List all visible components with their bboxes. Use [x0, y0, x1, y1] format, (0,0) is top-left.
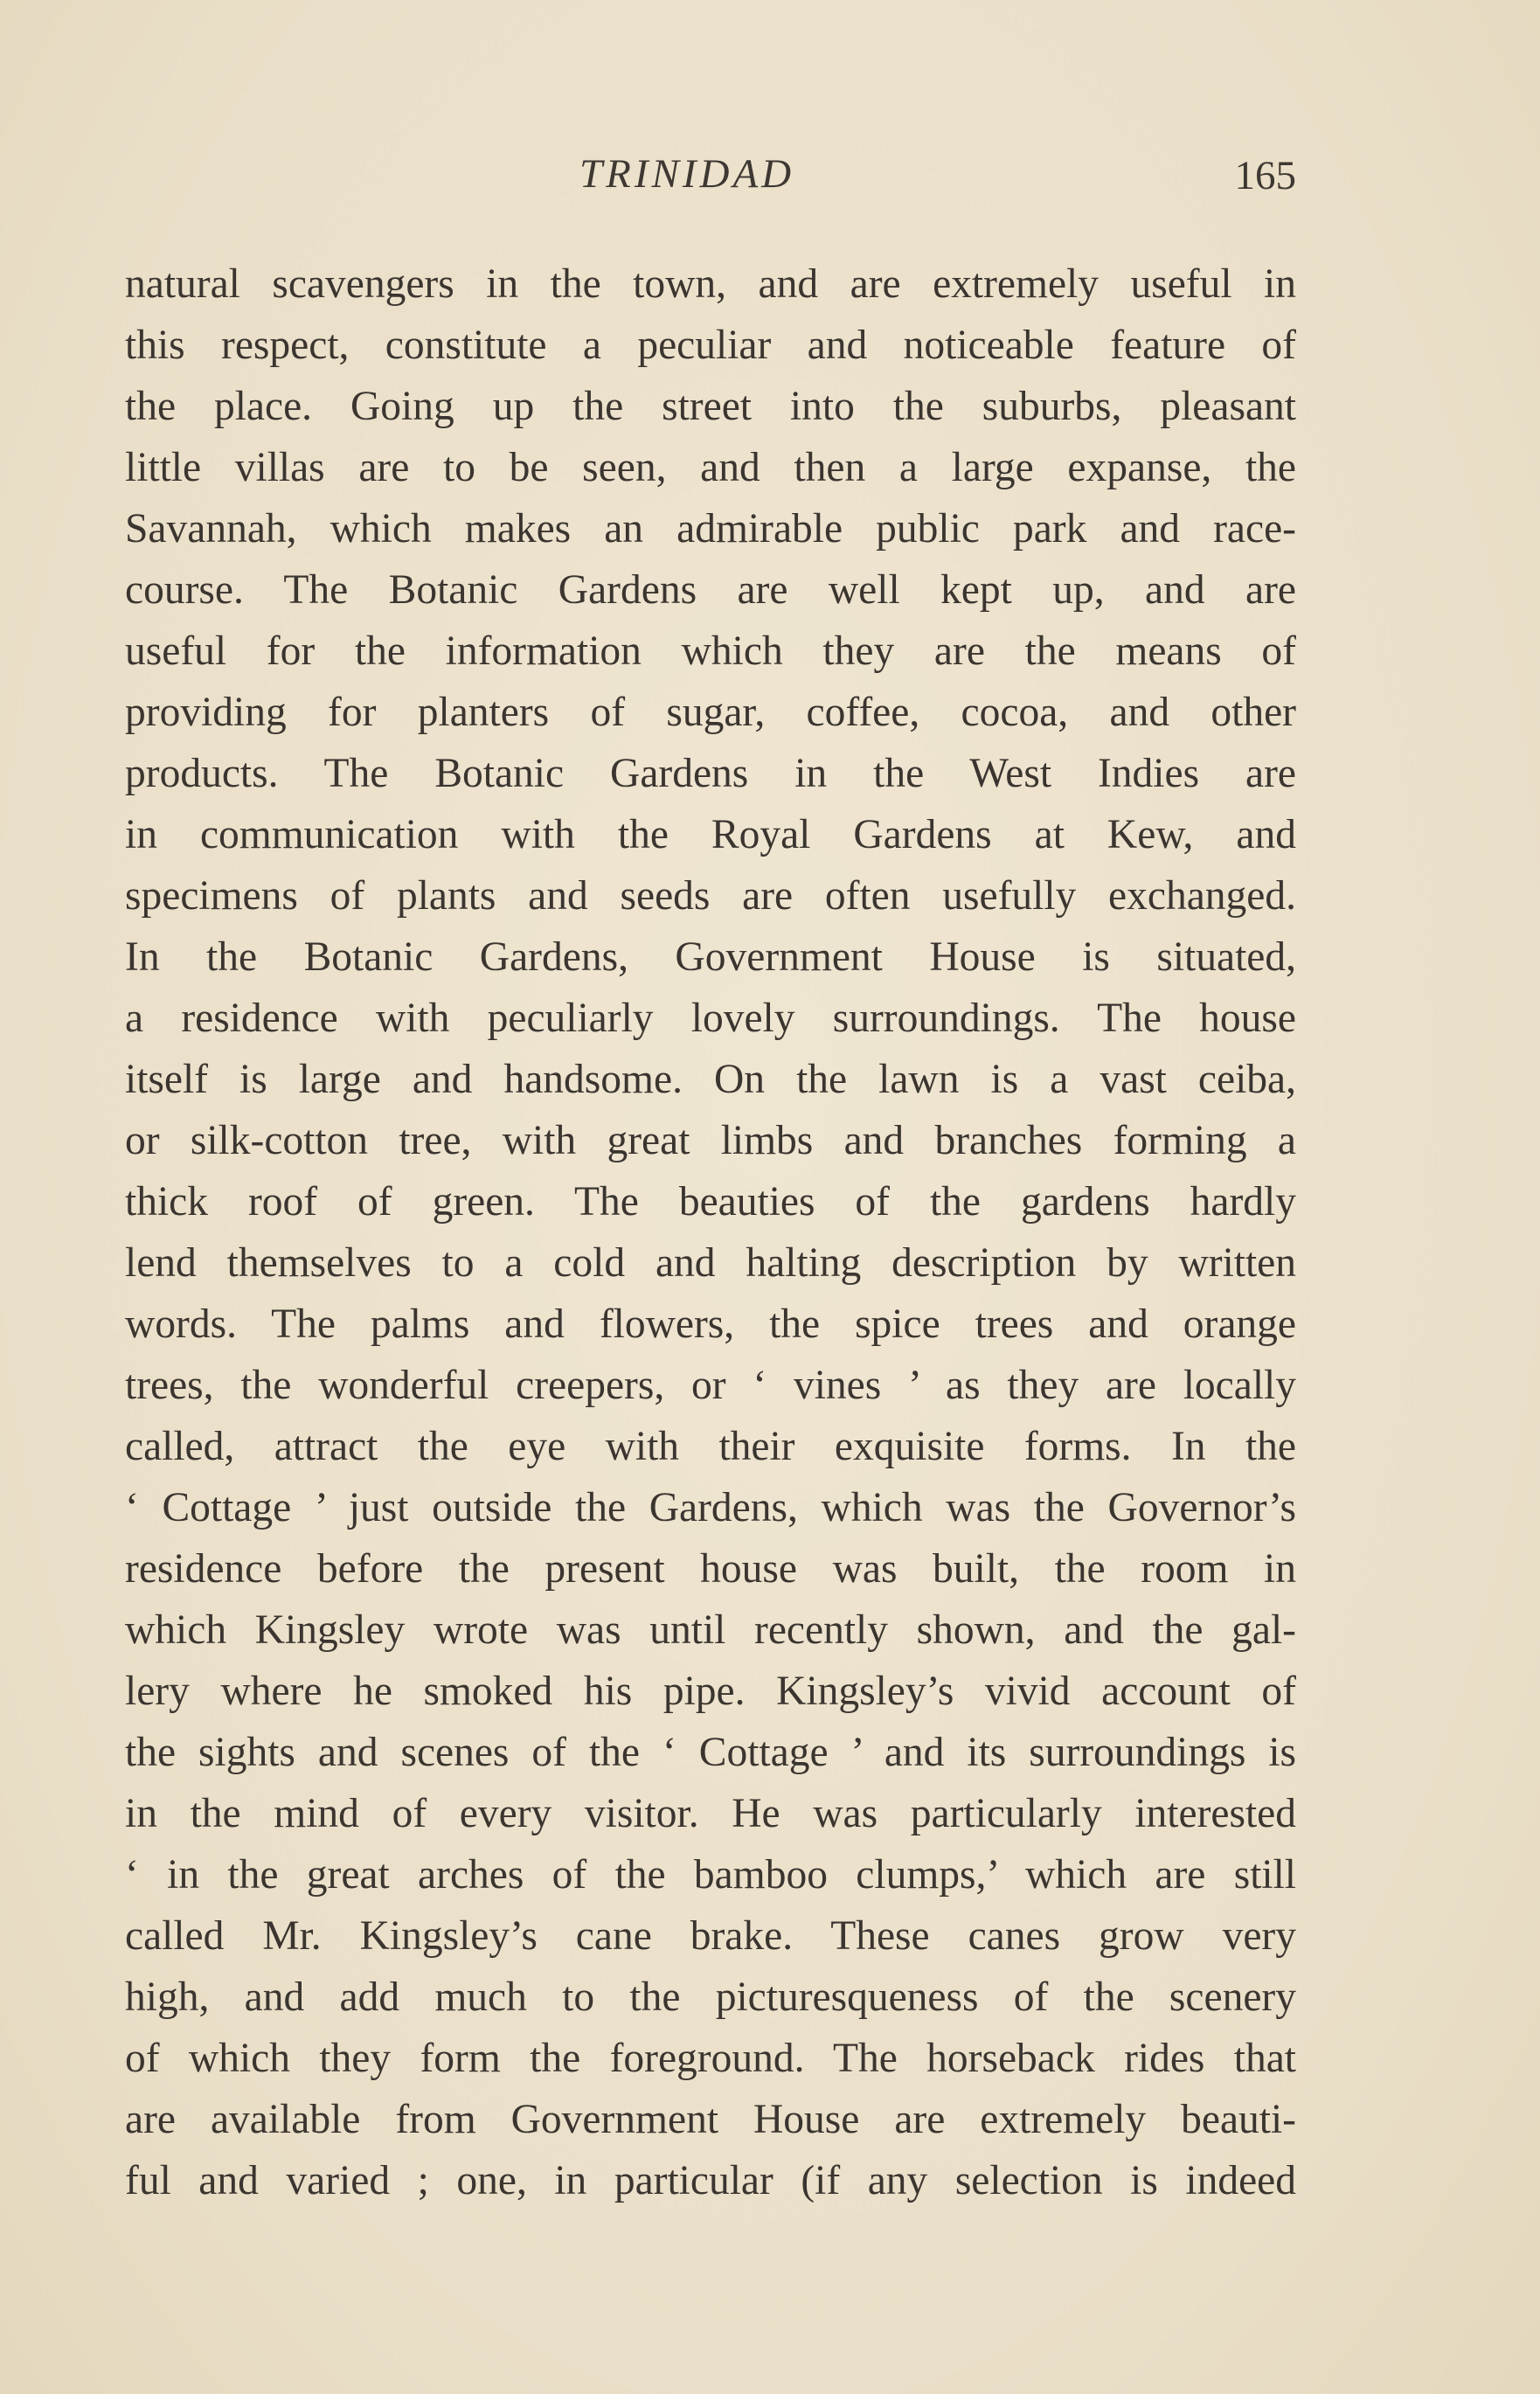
text-line: called Mr. Kingsley’s cane brake. These canes grow very	[125, 1913, 1296, 1959]
text-line: which Kingsley wrote was until recently shown, and the gal-	[125, 1607, 1296, 1653]
text-line: of which they form the foreground. The horseback rides that	[125, 2036, 1296, 2081]
text-line: in the mind of every visitor. He was particularly interested	[125, 1791, 1296, 1836]
text-line: called, attract the eye with their exquisite forms. In the	[125, 1424, 1296, 1469]
text-line: trees, the wonderful creepers, or ‘ vines ’ as they are locally	[125, 1363, 1296, 1408]
text-line: residence before the present house was built, the room in	[125, 1546, 1296, 1592]
text-line: ‘ in the great arches of the bamboo clumps,’ which are still	[125, 1852, 1296, 1898]
text-line: this respect, constitute a peculiar and noticeable feature of	[125, 323, 1296, 368]
text-line: little villas are to be seen, and then a large expanse, the	[125, 445, 1296, 490]
text-line: in communication with the Royal Gardens at Kew, and	[125, 812, 1296, 857]
text-line: ‘ Cottage ’ just outside the Gardens, which was the Governor’s	[125, 1485, 1296, 1530]
text-line: or silk-cotton tree, with great limbs and branches forming a	[125, 1118, 1296, 1163]
text-line: useful for the information which they are the means of	[125, 628, 1296, 674]
body-paragraph	[125, 253, 1296, 2211]
running-head	[125, 150, 1296, 212]
text-line: ful and varied ; one, in particular (if any selection is indeed	[125, 2158, 1296, 2203]
text-line: lery where he smoked his pipe. Kingsley’s vivid account of	[125, 1669, 1296, 1714]
text-line: the sights and scenes of the ‘ Cottage ’ and its surroundings is	[125, 1730, 1296, 1775]
text-line: high, and add much to the picturesqueness of the scenery	[125, 1974, 1296, 2020]
text-line: providing for planters of sugar, coffee, cocoa, and other	[125, 690, 1296, 735]
text-line: In the Botanic Gardens, Government House is situated,	[125, 934, 1296, 980]
text-line: are available from Government House are extremely beauti-	[125, 2097, 1296, 2142]
text-line: the place. Going up the street into the suburbs, pleasant	[125, 384, 1296, 429]
text-line: words. The palms and flowers, the spice trees and orange	[125, 1301, 1296, 1347]
text-line: products. The Botanic Gardens in the West Indies are	[125, 751, 1296, 796]
running-head-title: TRINIDAD	[579, 151, 795, 197]
text-line: thick roof of green. The beauties of the gardens hardly	[125, 1179, 1296, 1225]
text-line: course. The Botanic Gardens are well kept up, and are	[125, 567, 1296, 613]
text-line: specimens of plants and seeds are often usefully exchanged.	[125, 873, 1296, 919]
page-number: 165	[1234, 153, 1296, 198]
text-line: a residence with peculiarly lovely surroundings. The house	[125, 996, 1296, 1041]
text-line: itself is large and handsome. On the lawn is a vast ceiba,	[125, 1057, 1296, 1102]
text-line: natural scavengers in the town, and are extremely useful in	[125, 261, 1296, 307]
text-line: Savannah, which makes an admirable public park and race-	[125, 506, 1296, 552]
text-line: lend themselves to a cold and halting description by written	[125, 1240, 1296, 1286]
